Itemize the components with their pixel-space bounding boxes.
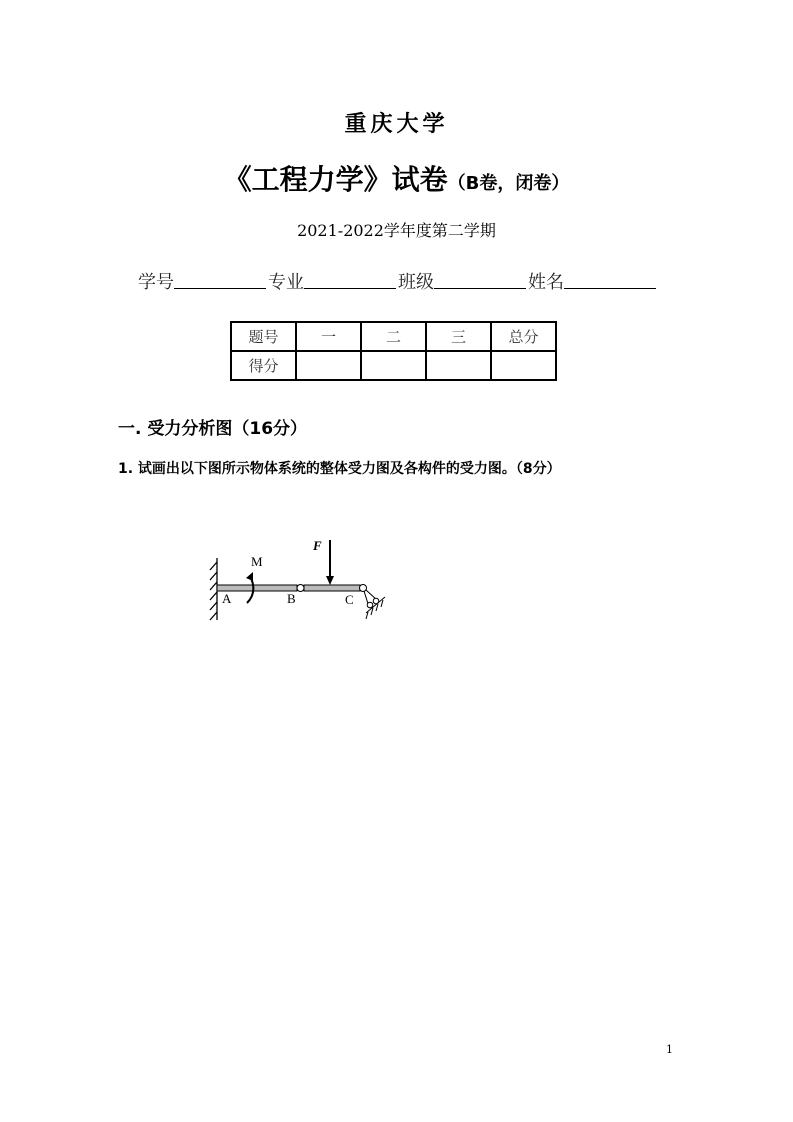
table-header-cell: 三 (426, 322, 491, 351)
beam-bc (304, 585, 360, 591)
university-name: 重庆大学 (344, 112, 449, 137)
field-label: 专业 (268, 272, 304, 293)
section-heading: 一. 受力分析图（16分） (118, 419, 308, 439)
table-header-cell: 一 (296, 322, 361, 351)
fixed-wall (210, 558, 217, 620)
exam-term: 2021-2022学年度第二学期 (297, 221, 496, 240)
exam-title-main: 《工程力学》试卷 (223, 163, 448, 196)
table-header-cell: 题号 (231, 322, 296, 351)
label-c: C (345, 592, 354, 607)
question-1: 1. 试画出以下图所示物体系统的整体受力图及各构件的受力图。（8分） (118, 461, 561, 477)
page-number: 1 (666, 1043, 673, 1056)
label-f: F (313, 538, 322, 553)
roller-support (364, 590, 385, 619)
hinge-c (360, 585, 367, 592)
field-label: 姓名 (528, 272, 564, 293)
exam-title-sub: （B卷，闭卷） (447, 173, 570, 194)
table-header-cell: 总分 (491, 322, 556, 351)
force-arrow-icon (326, 540, 334, 585)
label-m: M (251, 554, 263, 569)
table-header-cell: 二 (361, 322, 426, 351)
hinge-b (297, 585, 304, 592)
field-label: 学号 (138, 272, 174, 293)
field-label: 班级 (398, 272, 434, 293)
label-a: A (222, 591, 232, 606)
table-row-label: 得分 (231, 351, 296, 380)
label-b: B (287, 591, 296, 606)
